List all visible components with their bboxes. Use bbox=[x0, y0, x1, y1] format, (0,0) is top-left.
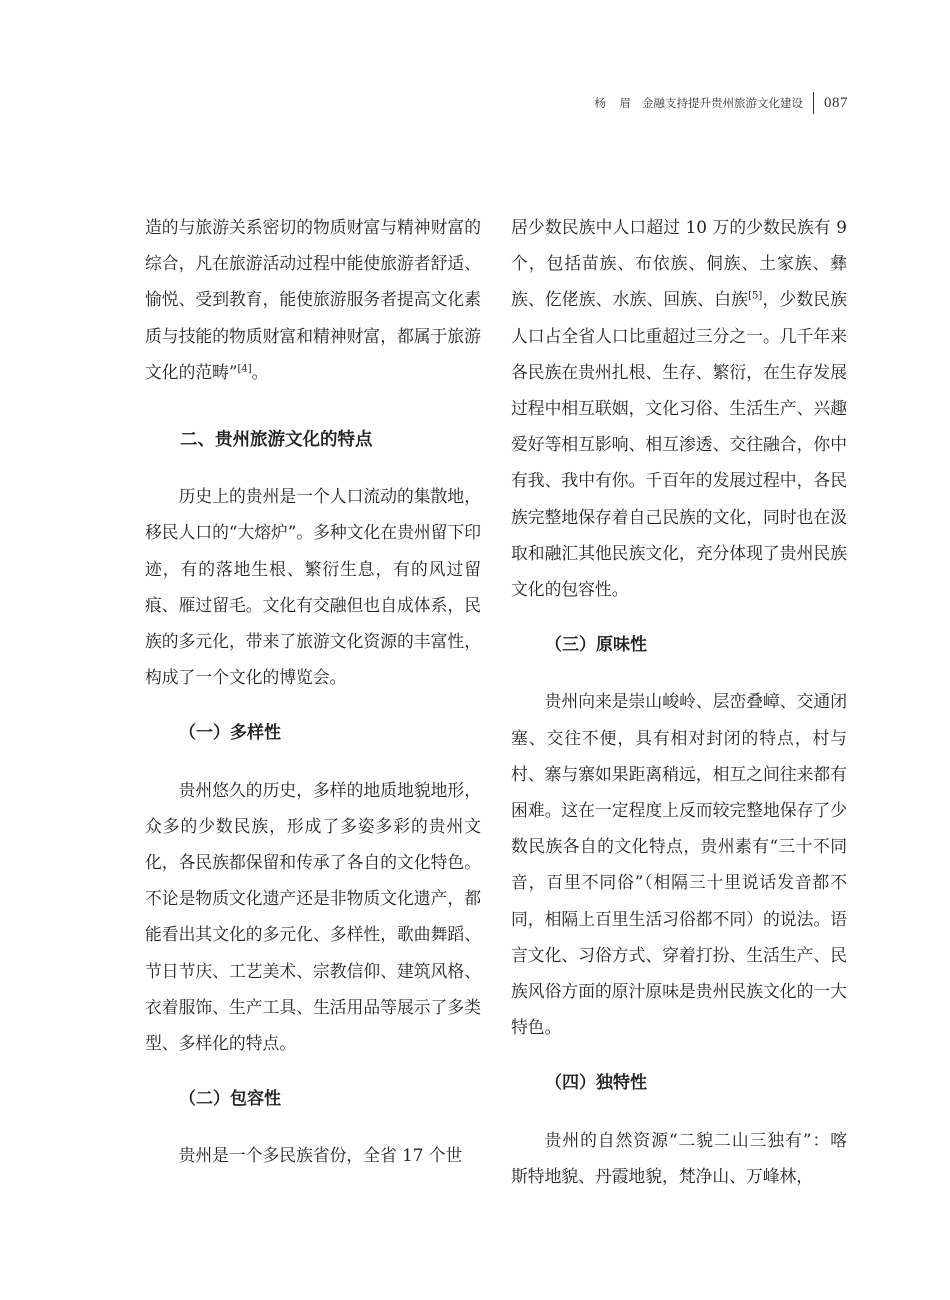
running-header bbox=[595, 92, 849, 114]
paragraph: 居少数民族中人口超过 10 万的少数民族有 9 个，包括苗族、布依族、侗族、土家族、彝族、仡佬族、水族、回族、白族[5]，少数民族人口占全省人口比重超过三分之一。几千年来各民族在贵州扎根、生存、繁衍，在生存发展过程中相互联姻，文化习俗、生活生产、兴趣爱好等相互影响、相互渗透、交往融合，你中有我、我中有你。千百年的发展过程中，各民族完整地保存着自己民族的文化，同时也在汲取和融汇其他民族文化，充分体现了贵州民族文化的包容性。 bbox=[511, 217, 847, 600]
right-column bbox=[511, 209, 847, 1194]
paragraph: 贵州是一个多民族省份，全省 17 个世 bbox=[178, 1145, 463, 1166]
header-author: 杨 眉 bbox=[594, 96, 632, 110]
left-column bbox=[145, 209, 481, 1174]
page-number: 087 bbox=[824, 94, 848, 111]
subsection-heading: （三）原味性 bbox=[545, 635, 647, 656]
subsection-heading: （一）多样性 bbox=[179, 723, 281, 744]
citation: [4] bbox=[237, 363, 252, 375]
subsection-heading: （二）包容性 bbox=[179, 1089, 281, 1110]
section-heading: 二、贵州旅游文化的特点 bbox=[180, 430, 373, 451]
header-title: 金融支持提升贵州旅游文化建设 bbox=[642, 96, 803, 110]
subsection-heading: （四）独特性 bbox=[545, 1073, 647, 1094]
paragraph: 贵州悠久的历史，多样的地质地貌地形，众多的少数民族，形成了多姿多彩的贵州文化，各民族都保留和传承了各自的文化特色。不论是物质文化遗产还是非物质文化遗产，都能看出其文化的多元化、多样性，歌曲舞蹈、节日节庆、工艺美术、宗教信仰、建筑风格、衣着服饰、生产工具、生活用品等展示了多类型、多样化的特点。 bbox=[145, 779, 481, 1054]
paragraph: 造的与旅游关系密切的物质财富与精神财富的综合，凡在旅游活动过程中能使旅游者舒适、愉悦、受到教育，能使旅游服务者提高文化素质与技能的物质财富和精神财富，都属于旅游文化的范畴”[4]。 bbox=[145, 217, 481, 382]
citation: [5] bbox=[748, 290, 763, 302]
paragraph: 贵州的自然资源“二貌二山三独有”：喀斯特地貌、丹霞地貌，梵净山、万峰林， bbox=[511, 1129, 847, 1186]
paragraph: 贵州向来是崇山峻岭、层峦叠嶂、交通闭塞、交往不便，具有相对封闭的特点，村与村、寨与寨如果距离稍远，相互之间往来都有困难。这在一定程度上反而较完整地保存了少数民族各自的文化特点，贵州素有“三十不同音，百里不同俗”（相隔三十里说话发音都不同，相隔上百里生活习俗都不同）的说法。语言文化、习俗方式、穿着打扮、生活生产、民族风俗方面的原汁原味是贵州民族文化的一大特色。 bbox=[511, 691, 847, 1038]
header-divider bbox=[813, 92, 814, 114]
paragraph: 历史上的贵州是一个人口流动的集散地，移民人口的“大熔炉”。多种文化在贵州留下印迹，有的落地生根、繁衍生息，有的风过留痕、雁过留毛。文化有交融但也自成体系，民族的多元化，带来了旅游文化资源的丰富性，构成了一个文化的博览会。 bbox=[145, 486, 482, 688]
